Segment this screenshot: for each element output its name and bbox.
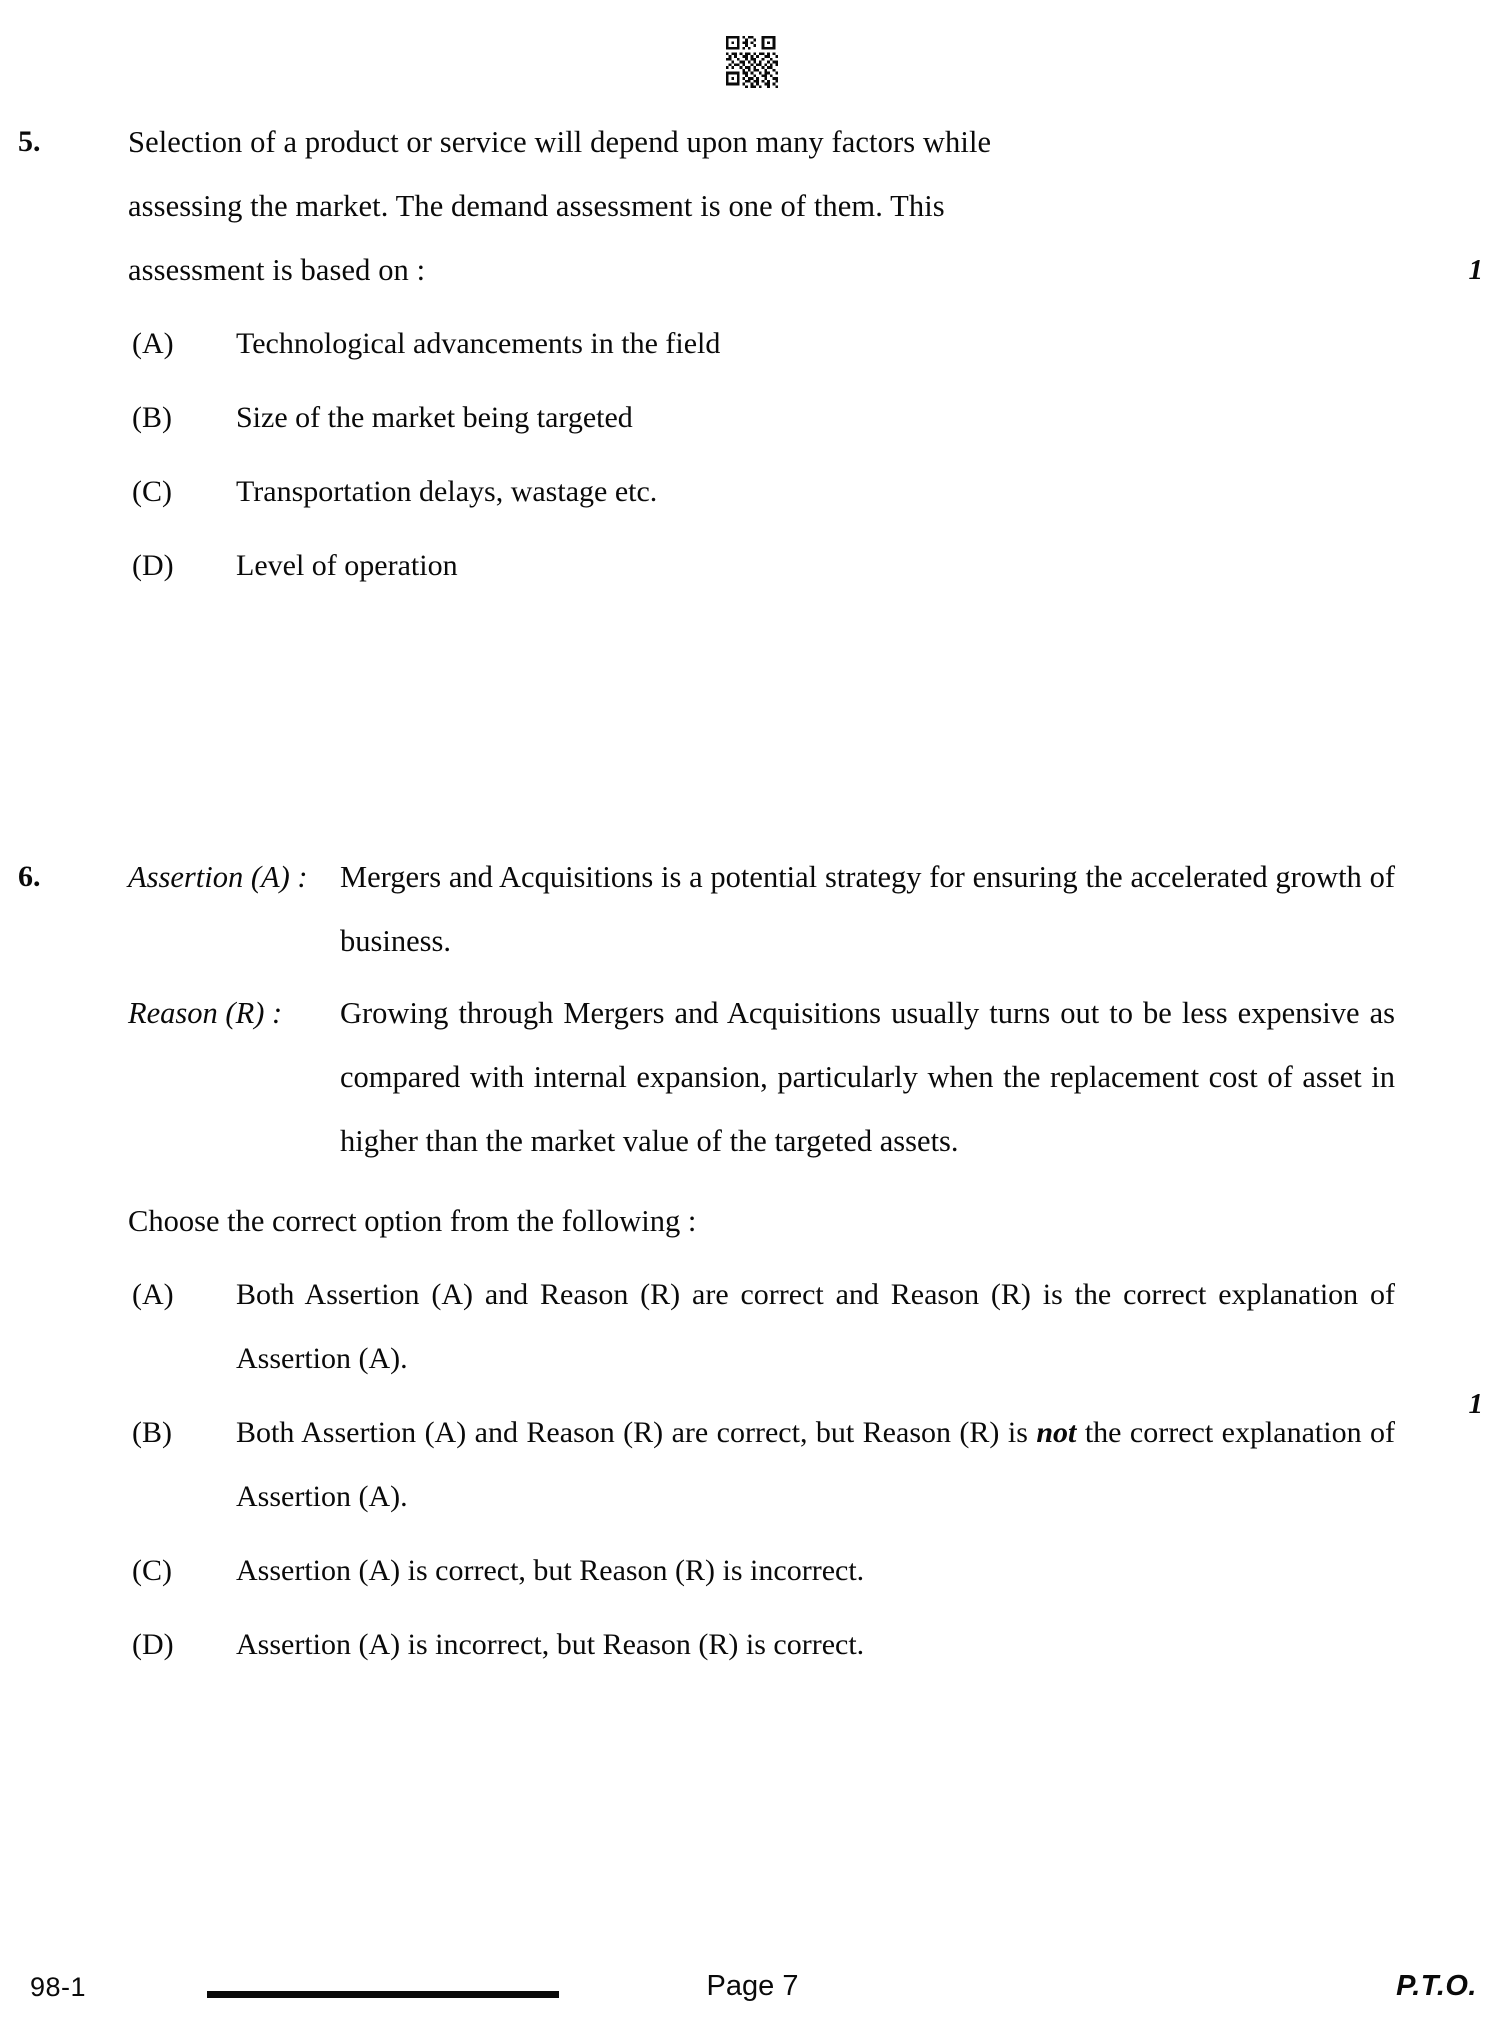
question-6-option-b[interactable] bbox=[128, 1401, 1395, 1529]
question-5 bbox=[0, 110, 1505, 598]
option-c-text: Assertion (A) is correct, but Reason (R) is incorrect. bbox=[236, 1554, 865, 1587]
choose-instruction: Choose the correct option from the following : bbox=[128, 1204, 697, 1238]
question-5-option-d[interactable] bbox=[128, 534, 1395, 598]
question-5-option-a[interactable] bbox=[128, 312, 1395, 376]
option-b-label: (B) bbox=[132, 401, 172, 434]
question-5-stem-line-1: Selection of a product or service will depend upon many factors while bbox=[128, 125, 992, 159]
reason-row bbox=[128, 981, 1395, 1173]
assertion-row bbox=[128, 845, 1395, 973]
option-d-text: Level of operation bbox=[236, 549, 458, 582]
option-d-label: (D) bbox=[132, 1628, 174, 1661]
option-d-text: Assertion (A) is incorrect, but Reason (R) is correct. bbox=[236, 1628, 865, 1661]
option-b-text bbox=[236, 1401, 1395, 1529]
question-6-option-d[interactable] bbox=[128, 1613, 1395, 1677]
assertion-text: Mergers and Acquisitions is a potential strategy for ensuring the accelerated growth of business. bbox=[340, 860, 1395, 958]
reason-label: Reason (R) : bbox=[128, 996, 283, 1030]
question-5-stem-line-3: assessment is based on : bbox=[128, 253, 426, 287]
option-b-label: (B) bbox=[132, 1416, 172, 1449]
option-a-label: (A) bbox=[132, 1278, 174, 1311]
option-a-text: Technological advancements in the field bbox=[236, 327, 721, 360]
question-5-marks: 1 bbox=[1468, 254, 1483, 286]
option-a-text: Both Assertion (A) and Reason (R) are correct and Reason (R) is the correct explanation of Assertion (A). bbox=[236, 1278, 1395, 1375]
question-5-number: 5. bbox=[18, 125, 41, 158]
pto-label: P.T.O. bbox=[1396, 1970, 1477, 2002]
question-6-number: 6. bbox=[18, 860, 41, 893]
question-6-option-c[interactable] bbox=[128, 1539, 1395, 1603]
reason-text: Growing through Mergers and Acquisitions usually turns out to be less expensive as compared with internal expansion, particularly when the replacement cost of asset in higher than the market value of the targeted assets. bbox=[340, 996, 1395, 1158]
question-6-marks: 1 bbox=[1468, 1388, 1483, 1420]
option-a-label: (A) bbox=[132, 327, 174, 360]
option-b-tail: the correct explanation of Assertion (A). bbox=[236, 1416, 1396, 1513]
option-c-text: Transportation delays, wastage etc. bbox=[236, 475, 658, 508]
qr-code-icon bbox=[718, 33, 786, 91]
option-c-label: (C) bbox=[132, 475, 172, 508]
question-6-option-a[interactable] bbox=[128, 1263, 1395, 1391]
paper-code: 98-1 bbox=[30, 1972, 87, 2002]
question-6 bbox=[0, 845, 1505, 1677]
page-number: Page 7 bbox=[706, 1970, 799, 2002]
page-footer bbox=[0, 1964, 1505, 2020]
option-c-label: (C) bbox=[132, 1554, 172, 1587]
question-5-stem-line-2: assessing the market. The demand assessment is one of them. This bbox=[128, 189, 945, 223]
question-5-option-b[interactable] bbox=[128, 386, 1395, 450]
option-d-label: (D) bbox=[132, 549, 174, 582]
assertion-label: Assertion (A) : bbox=[128, 860, 308, 894]
option-b-emphasis: not bbox=[1036, 1416, 1077, 1449]
option-b-lead: Both Assertion (A) and Reason (R) are correct, but Reason (R) is bbox=[236, 1416, 1028, 1449]
question-5-option-c[interactable] bbox=[128, 460, 1395, 524]
option-b-text: Size of the market being targeted bbox=[236, 401, 633, 434]
